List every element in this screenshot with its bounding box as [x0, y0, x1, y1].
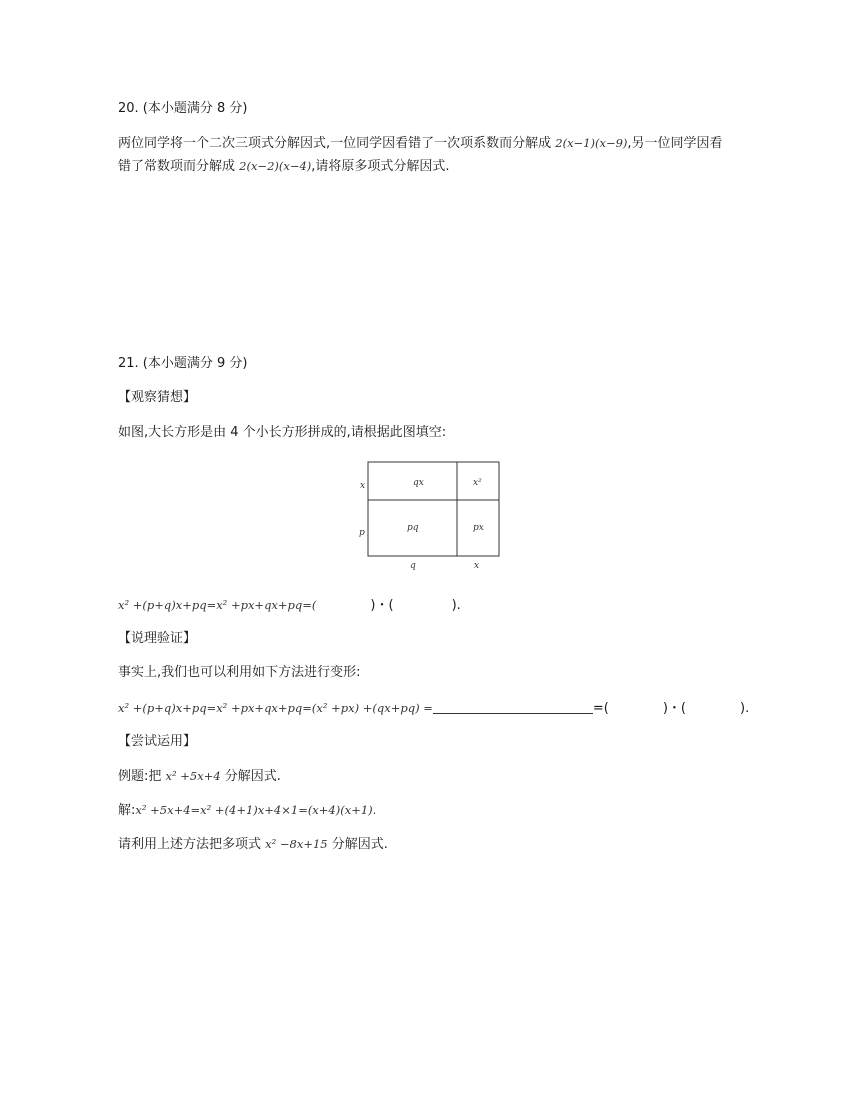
q20-text: 两位同学将一个二次三项式分解因式,一位同学因看错了一次项系数而分解成 [118, 136, 556, 151]
solution-math: x² +5x+4=x² +(4+1)x+4×1=(x+4)(x+1). [135, 803, 377, 817]
section-observe-guess [118, 389, 196, 407]
row-label-p: p [359, 528, 365, 538]
task-text: 请利用上述方法把多项式 [118, 837, 266, 852]
q20-heading-text: 20. (本小题满分 8 分) [118, 101, 248, 116]
equation-2 [118, 699, 749, 718]
answer-underline-blank[interactable] [433, 701, 593, 714]
col-label-x: x [474, 561, 480, 571]
task-line [118, 835, 388, 854]
rectangle-figure-svg [355, 460, 515, 575]
example-text: 分解因式. [220, 769, 281, 784]
example-text: 例题:把 [118, 769, 166, 784]
q20-text: ,请将原多项式分解因式. [311, 159, 450, 174]
cell-qx: qx [413, 478, 424, 488]
task-text: 分解因式. [327, 837, 388, 852]
section-title: 【观察猜想】 [118, 390, 197, 405]
equation-2-eq: =( [592, 701, 609, 716]
equation-2-mid: )・( [662, 701, 687, 716]
col-label-q: q [410, 561, 416, 571]
q20-math-1: 2(x−1)(x−9) [555, 136, 628, 150]
rectangle-figure [355, 460, 515, 575]
cell-x2: x² [473, 478, 482, 488]
section-reasoning [118, 630, 196, 648]
q20-heading [118, 100, 248, 118]
equation-2-lhs: x² +(p+q)x+pq=x² +px+qx+pq=(x² +px) +(qx+pq) = [118, 701, 433, 715]
section-try-apply [118, 733, 196, 751]
q20-text-line-1 [118, 134, 723, 153]
proof-intro-text: 事实上,我们也可以利用如下方法进行变形: [118, 665, 361, 680]
intro-text: 如图,大长方形是由 4 个小长方形拼成的,请根据此图填空: [118, 425, 447, 440]
q20-text: ,另一位同学因看 [627, 136, 723, 151]
solution-label: 解: [118, 803, 136, 818]
proof-intro [118, 664, 361, 682]
solution-line [118, 801, 376, 820]
equation-1-mid: )・( [370, 598, 394, 613]
equation-2-end: ). [740, 701, 750, 716]
task-math: x² −8x+15 [265, 837, 328, 851]
section-title: 【尝试运用】 [118, 734, 197, 749]
q21-heading [118, 355, 248, 373]
cell-pq: pq [407, 523, 419, 533]
big-rectangle [368, 462, 499, 556]
q21-intro [118, 424, 446, 442]
section-title: 【说理验证】 [118, 631, 197, 646]
example-line [118, 767, 281, 786]
example-math: x² +5x+4 [165, 769, 221, 783]
equation-1-end: ). [451, 598, 461, 613]
q21-heading-text: 21. (本小题满分 9 分) [118, 356, 248, 371]
cell-px: px [473, 523, 484, 533]
q20-math-2: 2(x−2)(x−4) [239, 159, 312, 173]
q20-text: 错了常数项而分解成 [118, 159, 240, 174]
equation-1-lhs: x² +(p+q)x+pq=x² +px+qx+pq=( [118, 598, 317, 612]
q20-text-line-2 [118, 157, 450, 176]
equation-1 [118, 596, 461, 615]
row-label-x: x [360, 481, 366, 491]
